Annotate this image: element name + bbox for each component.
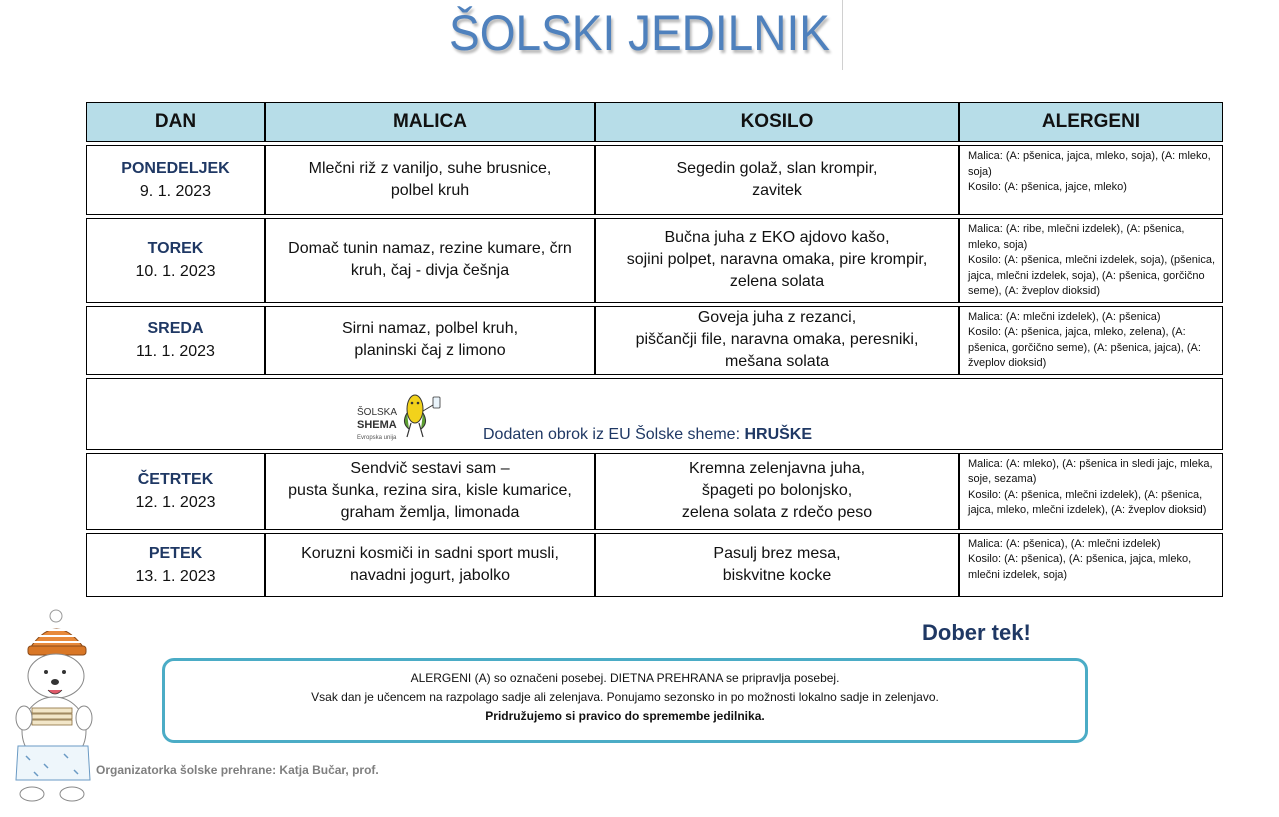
- day-name: ČETRTEK: [137, 471, 214, 488]
- alergeni-line: Malica: (A: ribe, mlečni izdelek), (A: pšenica, mleko, soja): [968, 223, 1185, 251]
- day-cell: [86, 306, 265, 375]
- malica-line: Domač tunin namaz, rezine kumare, črn: [288, 240, 572, 258]
- extra-meal-label: Dodaten obrok iz EU Šolske sheme:: [483, 425, 745, 443]
- kosilo-line: mešana solata: [724, 353, 830, 370]
- malica-line: Mlečni riž z vaniljo, suhe brusnice,: [308, 160, 552, 177]
- kosilo-line: biskvitne kocke: [722, 566, 832, 584]
- header-kosilo: KOSILO: [595, 102, 959, 142]
- malica-line: Sirni namaz, polbel kruh,: [341, 320, 519, 337]
- day-date: 11. 1. 2023: [136, 343, 215, 360]
- alergeni-line: Kosilo: (A: pšenica, mlečni izdelek), (A: pšenica, jajca, mleko, mlečni izdelek), (A: žveplov dioksid): [968, 488, 1207, 516]
- notice-line: ALERGENI (A) so označeni posebej. DIETNA PREHRANA se pripravlja posebej.: [410, 671, 840, 685]
- kosilo-cell: [595, 533, 959, 597]
- alergeni-cell: [959, 218, 1223, 303]
- day-date: 12. 1. 2023: [135, 494, 216, 511]
- menu-table: [86, 102, 1223, 597]
- alergeni-line: Malica: (A: pšenica), (A: mlečni izdelek): [968, 537, 1161, 550]
- table-row-thursday: [86, 453, 1223, 530]
- day-cell: [86, 453, 265, 530]
- day-date: 10. 1. 2023: [135, 263, 216, 281]
- malica-line: polbel kruh: [390, 182, 470, 199]
- malica-line: Sendvič sestavi sam –: [350, 460, 510, 477]
- malica-line: kruh, čaj - divja češnja: [350, 262, 510, 280]
- school-scheme-logo: [355, 383, 445, 447]
- kosilo-cell: [595, 306, 959, 375]
- malica-line: navadni jogurt, jabolko: [349, 566, 511, 584]
- day-date: 13. 1. 2023: [135, 567, 216, 585]
- logo-text-2: SHEMA: [357, 418, 397, 431]
- malica-line: pusta šunka, rezina sira, kisle kumarice,: [288, 482, 572, 499]
- header-malica: MALICA: [265, 102, 595, 142]
- table-row-monday: [86, 145, 1223, 215]
- day-cell: [86, 218, 265, 303]
- alergeni-cell: [959, 533, 1223, 597]
- table-row-friday: [86, 533, 1223, 597]
- kosilo-line: zelena solata: [729, 273, 825, 291]
- greeting-text: Dober tek!: [922, 620, 1031, 645]
- kosilo-line: Goveja juha z rezanci,: [697, 309, 857, 326]
- author-text: Organizatorka šolske prehrane: Katja Bučar, prof.: [96, 763, 379, 777]
- malica-cell: [265, 306, 595, 375]
- alergeni-line: Malica: (A: mlečni izdelek), (A: pšenica): [968, 310, 1161, 323]
- day-date: 9. 1. 2023: [139, 183, 212, 200]
- page-title: ŠOLSKI JEDILNIK: [449, 5, 830, 61]
- malica-cell: [265, 145, 595, 215]
- notice-line: Pridružujemo si pravico do spremembe jedilnika.: [485, 709, 765, 723]
- alergeni-line: Kosilo: (A: pšenica, mlečni izdelek, soja), (pšenica, jajca, mlečni izdelek, soja), (A: pšenica, gorčično seme), (A: žveplov dioksid): [968, 254, 1215, 297]
- logo-text-3: Evropska unija: [357, 434, 397, 441]
- table-row-tuesday: [86, 218, 1223, 303]
- logo-text-1: ŠOLSKA: [357, 406, 398, 418]
- kosilo-line: Kremna zelenjavna juha,: [688, 460, 866, 477]
- alergeni-cell: [959, 306, 1223, 375]
- alergeni-line: Malica: (A: mleko), (A: pšenica in sledi jajc, mleka, soje, sezama): [968, 457, 1213, 485]
- table-row-wednesday: [86, 306, 1223, 375]
- alergeni-line: Kosilo: (A: pšenica, jajce, mleko): [968, 181, 1127, 193]
- day-name: TOREK: [147, 240, 204, 258]
- header-day: DAN: [86, 102, 265, 142]
- day-name: PONEDELJEK: [121, 160, 230, 177]
- day-name: PETEK: [148, 544, 203, 562]
- kosilo-cell: [595, 145, 959, 215]
- kosilo-line: piščančji file, naravna omaka, peresniki,: [635, 331, 919, 348]
- polar-bear-mascot-icon: [4, 606, 104, 806]
- kosilo-line: sojini polpet, naravna omaka, pire krompir,: [626, 251, 928, 269]
- malica-cell: [265, 453, 595, 530]
- kosilo-line: zavitek: [752, 182, 802, 199]
- kosilo-line: Segedin golaž, slan krompir,: [676, 160, 878, 177]
- day-cell: [86, 533, 265, 597]
- malica-line: planinski čaj z limono: [354, 342, 506, 359]
- malica-cell: [265, 533, 595, 597]
- corn-mascot-icon: [404, 395, 440, 437]
- kosilo-cell: [595, 218, 959, 303]
- extra-meal-fruit: HRUŠKE: [744, 425, 813, 443]
- alergeni-cell: [959, 145, 1223, 215]
- day-cell: [86, 145, 265, 215]
- kosilo-line: Bučna juha z EKO ajdovo kašo,: [664, 229, 890, 247]
- table-row-extra: [86, 378, 1223, 450]
- alergeni-line: Kosilo: (A: pšenica), (A: pšenica, jajca, mleko, mlečni izdelek, soja): [968, 553, 1192, 581]
- kosilo-line: Pasulj brez mesa,: [713, 544, 841, 562]
- notice-line: Vsak dan je učencem na razpolago sadje ali zelenjava. Ponujamo sezonsko in po možnosti lokalno sadje in zelenjavo.: [311, 690, 939, 704]
- divider-line: [842, 0, 843, 70]
- kosilo-line: zelena solata z rdečo peso: [681, 504, 873, 521]
- alergeni-line: Kosilo: (A: pšenica, jajca, mleko, zelena), (A: pšenica, gorčično seme), (A: pšenica, jajca), (A: žveplov dioksid): [968, 326, 1201, 369]
- day-name: SREDA: [147, 320, 204, 337]
- malica-line: Koruzni kosmiči in sadni sport musli,: [301, 544, 559, 562]
- kosilo-line: špageti po bolonjsko,: [701, 482, 853, 499]
- notice-box: [162, 658, 1088, 743]
- alergeni-cell: [959, 453, 1223, 530]
- header-alergeni: ALERGENI: [959, 102, 1223, 142]
- table-header-row: [86, 102, 1223, 142]
- extra-meal-text: [483, 426, 812, 444]
- kosilo-cell: [595, 453, 959, 530]
- alergeni-line: Malica: (A: pšenica, jajca, mleko, soja), (A: mleko, soja): [968, 150, 1211, 178]
- malica-line: graham žemlja, limonada: [340, 504, 520, 521]
- malica-cell: [265, 218, 595, 303]
